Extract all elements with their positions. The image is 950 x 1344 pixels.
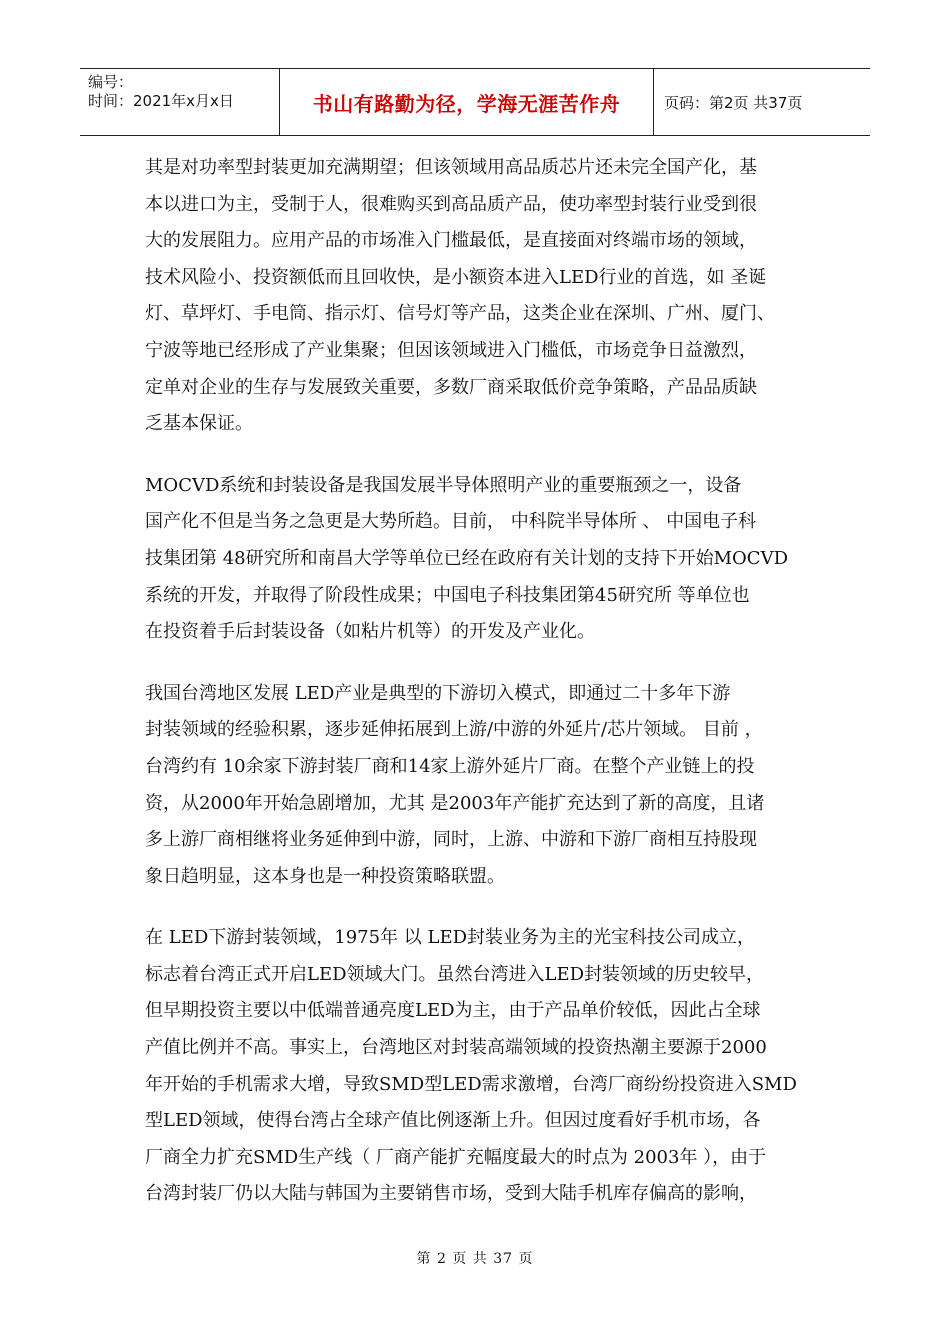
motto-text: 书山有路勤为径，学海无涯苦作舟 xyxy=(312,91,621,116)
paragraph xyxy=(145,468,807,651)
text-line: MOCVD系统和封装设备是我国发展半导体照明产业的重要瓶颈之一，设备 xyxy=(145,474,742,496)
text-line: 厂商全力扩充SMD生产线（ 厂商产能扩充幅度最大的时点为 2003年 ），由于 xyxy=(145,1146,767,1168)
text-line: 在 LED下游封装领域，1975年 以 LED封装业务为主的光宝科技公司成立， xyxy=(145,927,756,949)
paragraph xyxy=(145,676,807,896)
text-line: 产值比例并不高。事实上，台湾地区对封装高端领域的投资热潮主要源于2000 xyxy=(145,1037,767,1059)
text-line: 多上游厂商相继将业务延伸到中游，同时，上游、中游和下游厂商相互持股现 xyxy=(145,829,757,851)
text-line: 技集团第 48研究所和南昌大学等单位已经在政府有关计划的支持下开始MOCVD xyxy=(145,547,789,569)
document-body xyxy=(145,150,807,1238)
paragraph xyxy=(145,150,807,443)
page-code: 页码：第2页 共37页 xyxy=(664,93,803,112)
text-line: 大的发展阻力。应用产品的市场准入门槛最低，是直接面对终端市场的领域， xyxy=(145,230,757,252)
header-page-cell xyxy=(654,69,870,135)
text-line: 台湾封装厂仍以大陆与韩国为主要销售市场，受到大陆手机库存偏高的影响， xyxy=(145,1183,757,1205)
text-line: 象日趋明显，这本身也是一种投资策略联盟。 xyxy=(145,865,505,887)
number-label: 编号： xyxy=(88,73,134,91)
text-line: 宁波等地已经形成了产业集聚；但因该领域进入门槛低，市场竞争日益激烈， xyxy=(145,339,757,361)
page-footer: 第 2 页 共 37 页 xyxy=(416,1251,534,1267)
text-line: 灯、草坪灯、手电筒、指示灯、信号灯等产品，这类企业在深圳、广州、厦门、 xyxy=(145,303,775,325)
text-line: 台湾约有 10余家下游封装厂商和14家上游外延片厂商。在整个产业链上的投 xyxy=(145,755,755,777)
text-line: 定单对企业的生存与发展致关重要，多数厂商采取低价竞争策略，产品品质缺 xyxy=(145,376,757,398)
text-line: 技术风险小、投资额低而且回收快，是小额资本进入LED行业的首选，如 圣诞 xyxy=(145,266,767,288)
paragraph xyxy=(145,920,807,1213)
header-info-cell xyxy=(80,69,280,135)
text-line: 年开始的手机需求大增，导致SMD型LED需求激增，台湾厂商纷纷投资进入SMD xyxy=(145,1073,797,1095)
text-line: 系统的开发，并取得了阶段性成果；中国电子科技集团第45研究所 等单位也 xyxy=(145,584,750,606)
text-line: 我国台湾地区发展 LED产业是典型的下游切入模式，即通过二十多年下游 xyxy=(145,682,731,704)
text-line: 国产化不但是当务之急更是大势所趋。目前， 中科院半导体所 、 中国电子科 xyxy=(145,511,757,533)
text-line: 本以进口为主，受制于人，很难购买到高品质产品，使功率型封装行业受到很 xyxy=(145,193,757,215)
header-motto-cell xyxy=(280,69,654,135)
text-line: 封装领域的经验积累，逐步延伸拓展到上游/中游的外延片/芯片领域。 目前 ， xyxy=(145,719,763,741)
text-line: 乏基本保证。 xyxy=(145,413,253,435)
text-line: 标志着台湾正式开启LED领域大门。虽然台湾进入LED封装领域的历史较早， xyxy=(145,963,765,985)
text-line: 资，从2000年开始急剧增加，尤其 是2003年产能扩充达到了新的高度，且诸 xyxy=(145,792,765,814)
text-line: 型LED领域，使得台湾占全球产值比例逐渐上升。但因过度看好手机市场，各 xyxy=(145,1110,761,1132)
text-line: 在投资着手后封装设备（如粘片机等）的开发及产业化。 xyxy=(145,621,595,643)
text-line: 其是对功率型封装更加充满期望；但该领域用高品质芯片还未完全国产化，基 xyxy=(145,157,757,178)
time-label: 时间：2021年x月x日 xyxy=(88,92,234,110)
page-header xyxy=(80,68,870,136)
text-line: 但早期投资主要以中低端普通亮度LED为主，由于产品单价较低，因此占全球 xyxy=(145,1000,761,1022)
